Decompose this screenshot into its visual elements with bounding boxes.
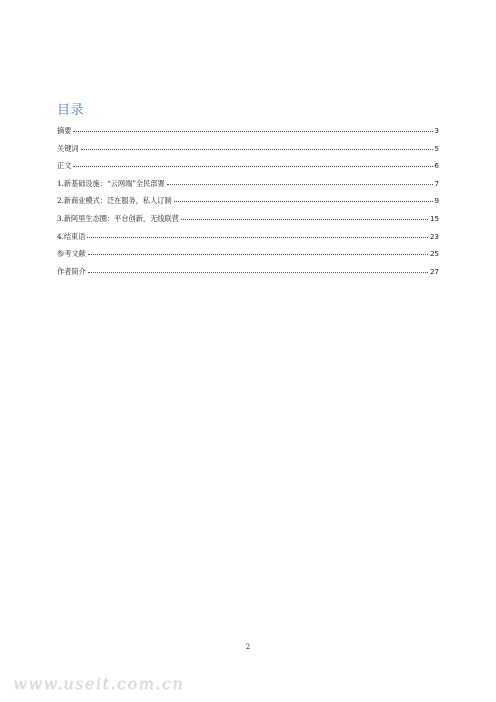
toc-entry-label: 关键词: [57, 143, 79, 153]
toc-entry-body[interactable]: [57, 160, 439, 178]
dot-leader: [87, 237, 428, 238]
toc-entry-page: 23: [430, 232, 439, 241]
toc-entry-page: 6: [434, 162, 439, 171]
toc-entry-author-bio[interactable]: [57, 266, 439, 284]
toc-entry-label: 参考文献: [57, 249, 86, 259]
toc-entry-page: 15: [430, 214, 439, 223]
toc-entry-label: 作者简介: [57, 266, 86, 276]
toc-entry-keywords[interactable]: [57, 143, 439, 161]
toc-entry-page: 27: [430, 267, 439, 276]
toc-entry-label: 3.新阿里生态圈：平台创新，无线联营: [57, 213, 179, 223]
dot-leader: [174, 201, 433, 202]
dot-leader: [167, 184, 433, 185]
dot-leader: [88, 254, 428, 255]
toc-title: 目录: [57, 103, 85, 118]
toc-entry-page: 5: [434, 144, 439, 153]
toc-list: [57, 125, 439, 283]
dot-leader: [81, 149, 433, 150]
toc-entry-page: 9: [434, 197, 439, 206]
toc-entry-label: 4.结束语: [57, 231, 86, 241]
toc-entry-label: 正文: [57, 161, 72, 171]
dot-leader: [73, 131, 432, 132]
dot-leader: [181, 219, 428, 220]
toc-entry-page: 3: [434, 127, 439, 135]
page-number: 2: [245, 643, 251, 651]
toc-entry-section-2[interactable]: [57, 195, 439, 213]
dot-leader: [88, 272, 428, 273]
toc-entry-page: 7: [434, 179, 439, 188]
toc-entry-section-1[interactable]: [57, 178, 439, 196]
site-watermark: www.useit.com.cn: [13, 674, 185, 693]
toc-entry-abstract[interactable]: [57, 125, 439, 143]
toc-entry-label: 2.新商业模式：泛在服务，私人订制: [57, 196, 172, 206]
toc-entry-section-4[interactable]: [57, 231, 439, 249]
toc-entry-section-3[interactable]: [57, 213, 439, 231]
toc-entry-references[interactable]: [57, 248, 439, 266]
toc-entry-label: 摘要: [57, 126, 72, 135]
dot-leader: [73, 166, 432, 167]
toc-entry-page: 25: [430, 250, 439, 259]
toc-entry-label: 1.新基础设施：“云网端”全民部署: [57, 178, 165, 188]
